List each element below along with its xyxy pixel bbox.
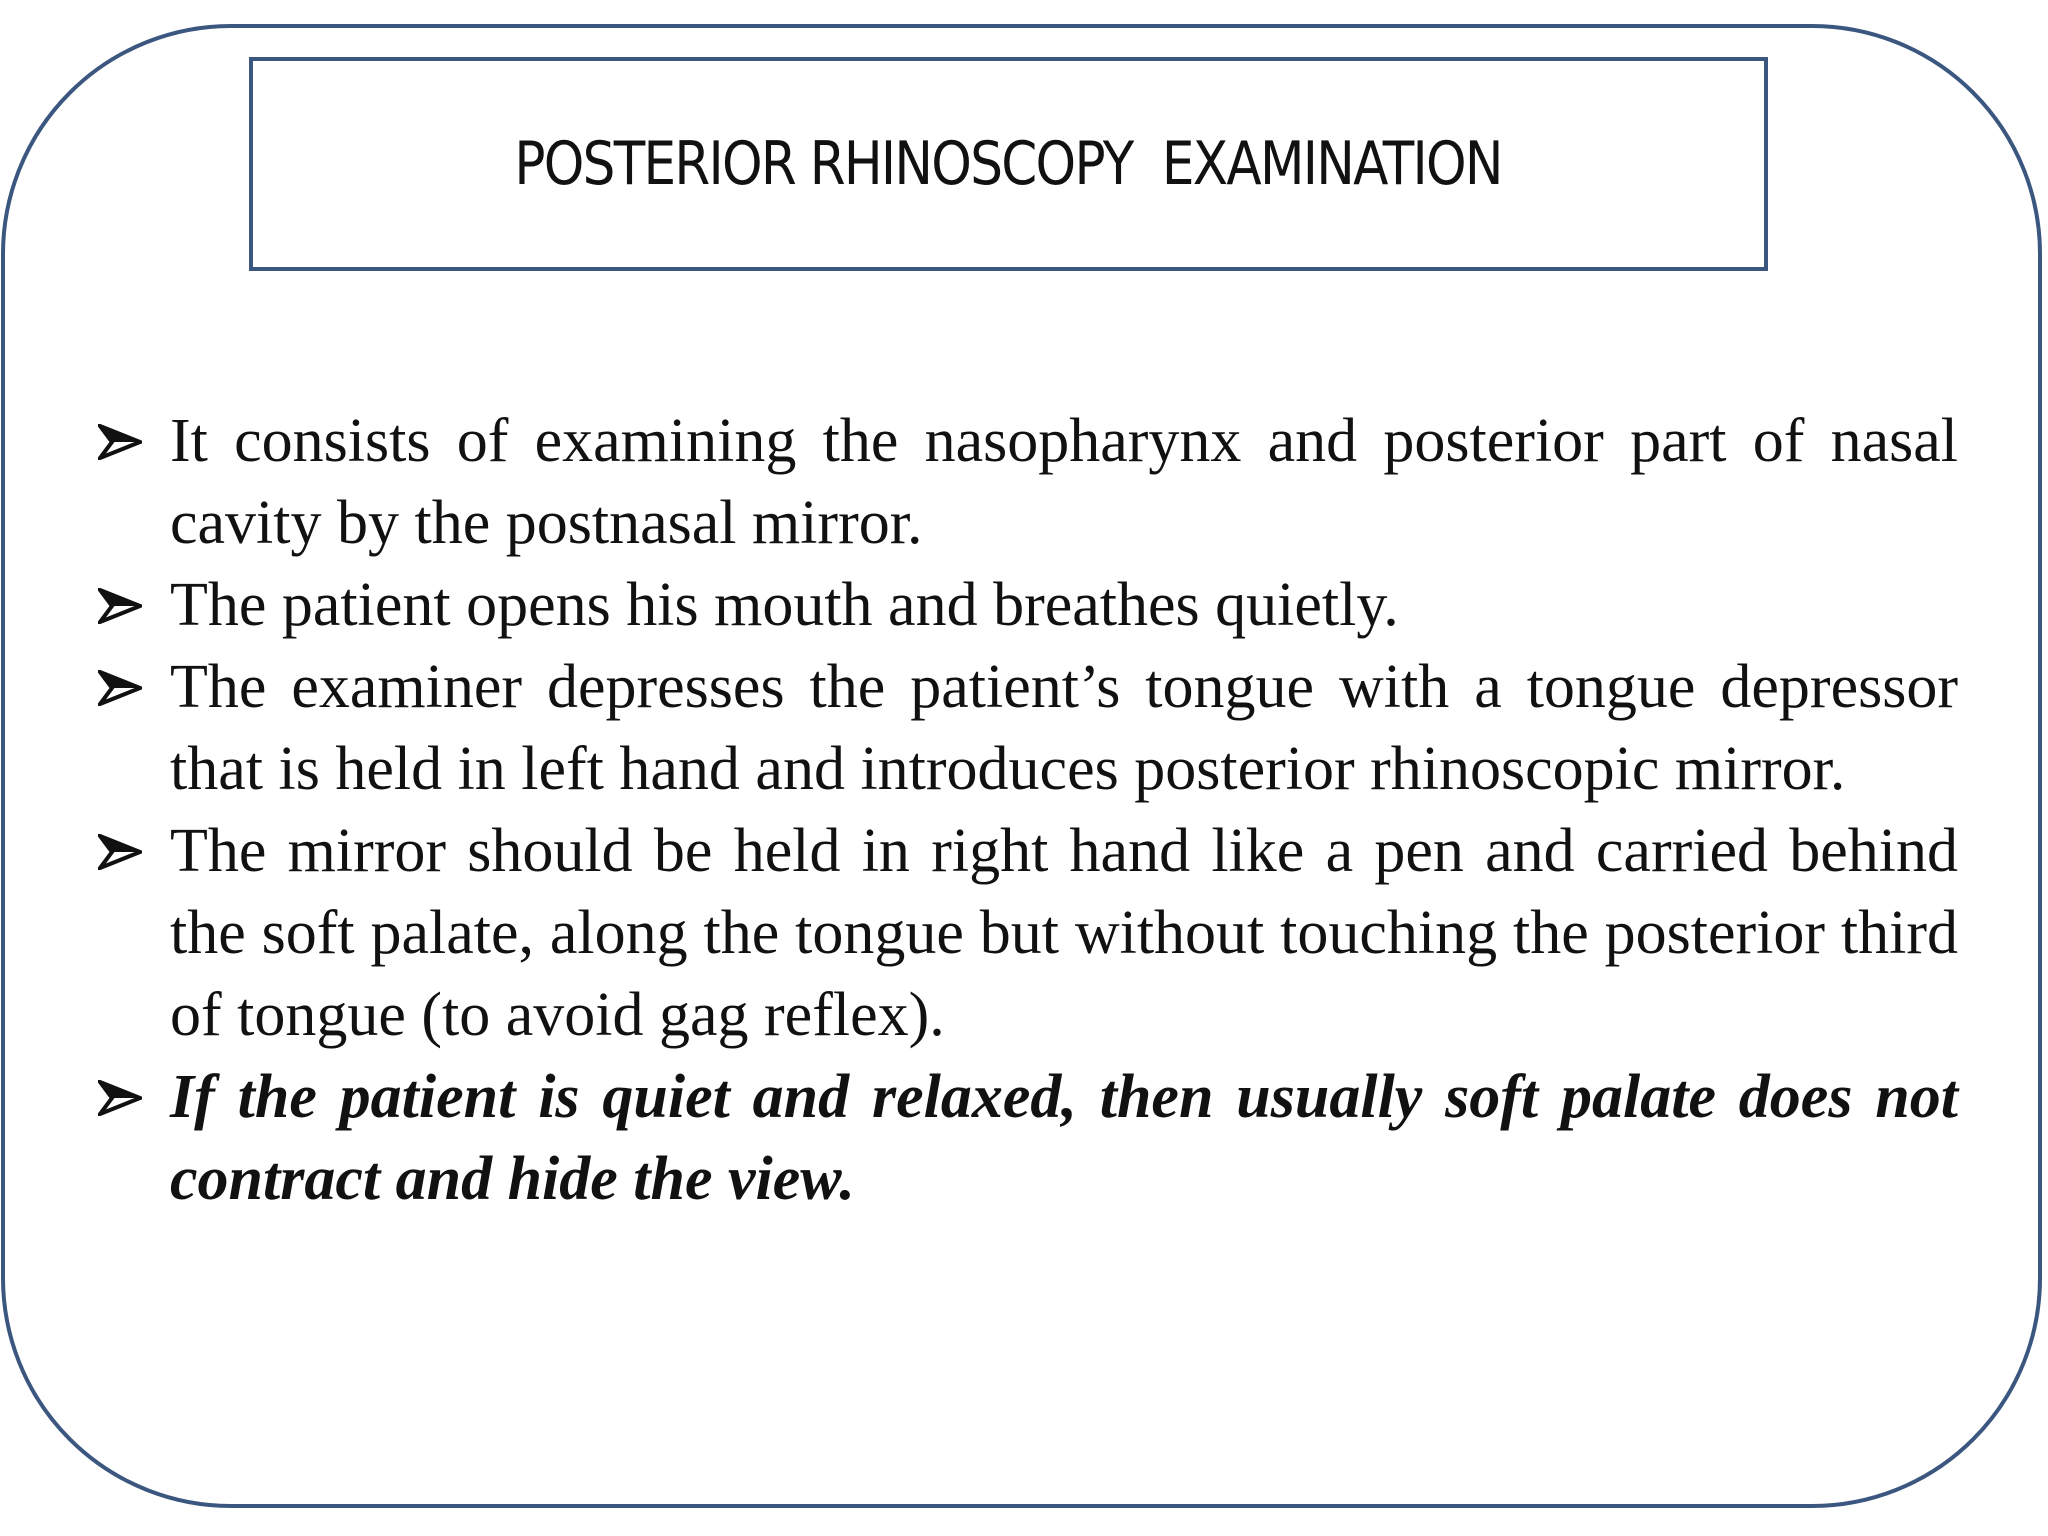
bullet-item-emphasized: [96, 1056, 1958, 1220]
title-box: [249, 57, 1768, 271]
bullet-item: [96, 564, 1958, 646]
bullet-item: [96, 400, 1958, 564]
bullet-item: [96, 646, 1958, 810]
arrowhead-bullet-icon: [96, 400, 146, 482]
bullet-text: The patient opens his mouth and breathes quietly.: [170, 571, 1399, 639]
bullet-item: [96, 810, 1958, 1056]
bullet-text: The mirror should be held in right hand like a pen and carried behind the soft palate, along the tongue but without touching the posterior third of tongue (to avoid gag reflex).: [170, 817, 1958, 1049]
bullet-text: If the patient is quiet and relaxed, then usually soft palate does not contract and hide the view.: [170, 1063, 1958, 1213]
bullet-text: It consists of examining the nasopharynx and posterior part of nasal cavity by the postnasal mirror.: [170, 407, 1958, 557]
bullet-text: The examiner depresses the patient’s tongue with a tongue depressor that is held in left hand and introduces posterior rhinoscopic mirror.: [170, 653, 1958, 803]
slide-title: POSTERIOR RHINOSCOPY EXAMINATION: [514, 129, 1503, 199]
arrowhead-bullet-icon: [96, 1056, 146, 1138]
arrowhead-bullet-icon: [96, 810, 146, 892]
bullet-list: [96, 400, 1958, 1220]
arrowhead-bullet-icon: [96, 646, 146, 728]
arrowhead-bullet-icon: [96, 564, 146, 646]
